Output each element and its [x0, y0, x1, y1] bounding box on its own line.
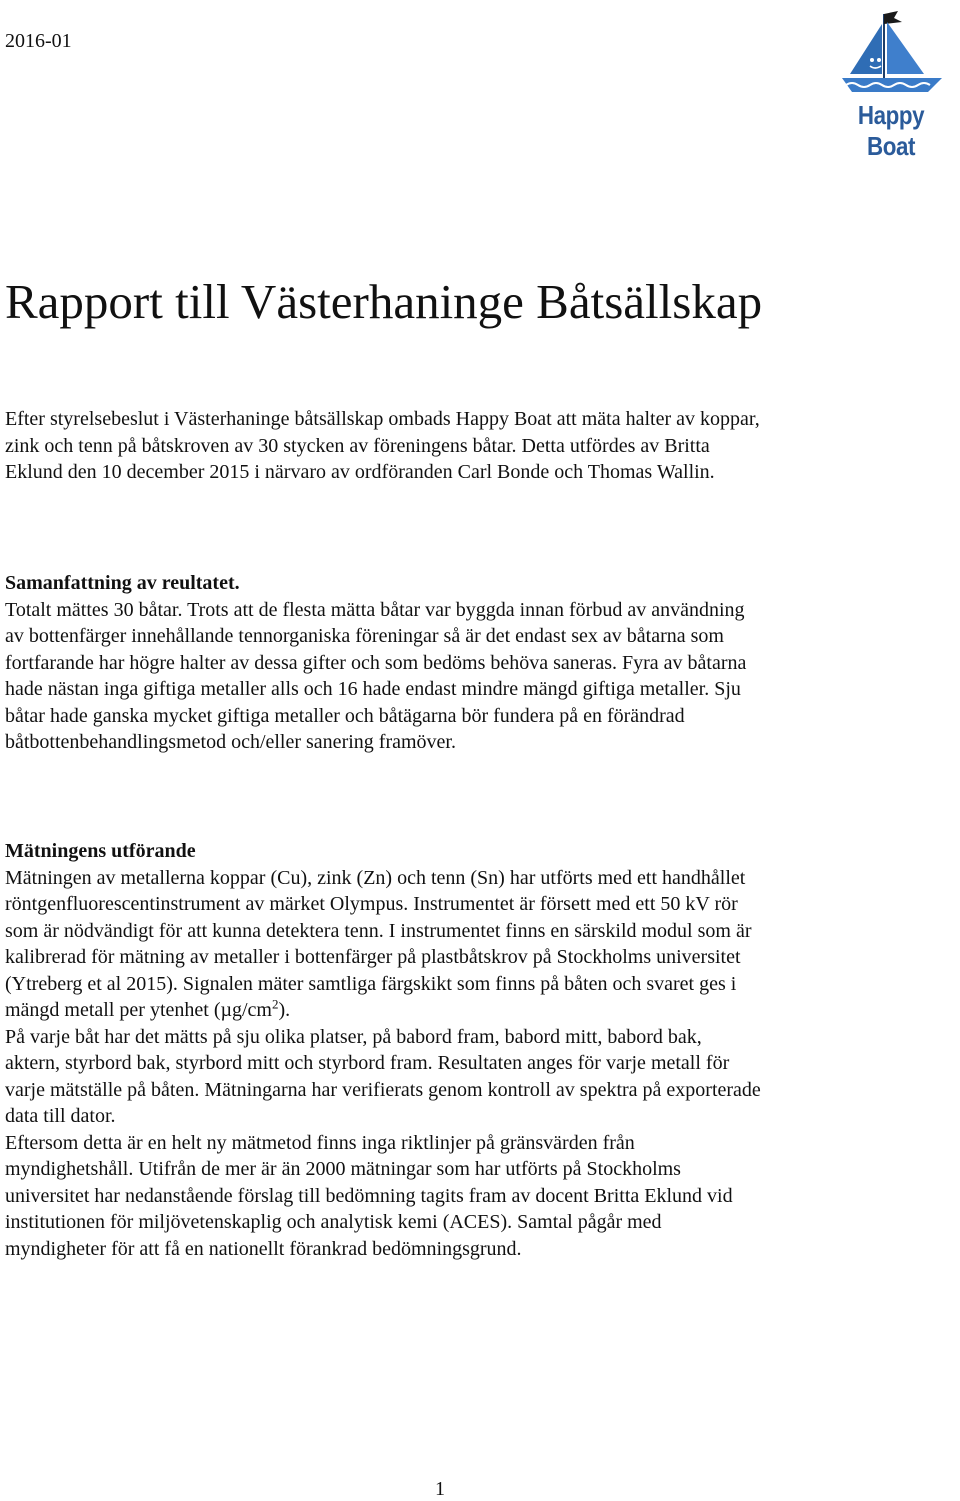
measurement-line: institutionen för miljövetenskaplig och analytisk kemi (ACES). Samtal pågår med — [5, 1211, 662, 1233]
measurement-line: kalibrerad för mätning av metaller i bottenfärger på plastbåtskrov på Stockholms universitet — [5, 946, 741, 968]
measurement-line: Mätningen av metallerna koppar (Cu), zink (Zn) och tenn (Sn) har utförts med ett handhållet — [5, 866, 746, 889]
measurement-heading: Mätningens utförande — [5, 840, 196, 862]
summary-line: båtar hade ganska mycket giftiga metaller och båtägarna bör fundera på en förändrad — [5, 704, 685, 727]
document-date: 2016-01 — [5, 30, 72, 52]
summary-section — [5, 570, 925, 756]
measurement-section — [5, 838, 925, 1262]
unit-line — [5, 997, 925, 1024]
measurement-line: som är nödvändigt för att kunna detektera tenn. I instrumentet finns en särskild modul som är — [5, 919, 752, 942]
summary-line: av bottenfärger innehållande tennorganiska föreningar så är det endast sex av båtarna som — [5, 625, 724, 647]
intro-line: zink och tenn på båtskroven av 30 stycken av föreningens båtar. Detta utfördes av Britta — [5, 434, 710, 457]
logo-text: Happy Boat — [857, 100, 925, 161]
unit-line-prefix: mängd metall per ytenhet (µg/cm — [5, 999, 272, 1021]
measurement-line: data till dator. — [5, 1105, 116, 1127]
measurement-line: myndighetshåll. Utifrån de mer är än 2000 mätningar som har utförts på Stockholms — [5, 1158, 681, 1180]
measurement-line: röntgenfluorescentinstrument av märket Olympus. Instrumentet är försett med ett 50 kV rör — [5, 893, 738, 915]
measurement-line: varje mätställe på båten. Mätningarna har verifierats genom kontroll av spektra på exporterade — [5, 1078, 761, 1101]
summary-line: Totalt mättes 30 båtar. Trots att de flesta mätta båtar var byggda innan förbud av användning — [5, 598, 745, 621]
measurement-line: myndigheter för att få en nationellt förankrad bedömningsgrund. — [5, 1237, 522, 1260]
happy-boat-logo — [832, 8, 950, 161]
summary-line: hade nästan inga giftiga metaller alls och 16 hade endast mindre mängd giftiga metaller. Sju — [5, 678, 741, 700]
intro-paragraph — [5, 406, 925, 486]
page-title: Rapport till Västerhaninge Båtsällskap — [5, 274, 763, 329]
summary-line: fortfarande har högre halter av dessa gifter och som bedöms behöva saneras. Fyra av båtarna — [5, 651, 747, 674]
summary-line: båtbottenbehandlingsmetod och/eller sanering framöver. — [5, 731, 456, 753]
intro-line: Eklund den 10 december 2015 i närvaro av ordföranden Carl Bonde och Thomas Wallin. — [5, 461, 715, 483]
sailboat-icon — [832, 8, 950, 100]
measurement-line: Eftersom detta är en helt ny mätmetod finns inga riktlinjer på gränsvärden från — [5, 1131, 635, 1154]
page-number: 1 — [435, 1478, 445, 1500]
intro-line: Efter styrelsebeslut i Västerhaninge båtsällskap ombads Happy Boat att mäta halter av koppar, — [5, 408, 760, 430]
measurement-line: aktern, styrbord bak, styrbord mitt och styrbord fram. Resultaten anges för varje metall för — [5, 1052, 730, 1074]
measurement-line: (Ytreberg et al 2015). Signalen mäter samtliga färgskikt som finns på båten och svaret ges i — [5, 972, 737, 995]
unit-superscript: 2 — [272, 996, 279, 1012]
measurement-line: universitet har nedanstående förslag till bedömning tagits fram av docent Britta Eklund vid — [5, 1184, 733, 1207]
summary-heading: Samanfattning av reultatet. — [5, 572, 240, 594]
measurement-line: På varje båt har det mätts på sju olika platser, på babord fram, babord mitt, babord bak, — [5, 1025, 702, 1048]
unit-line-suffix: ). — [278, 999, 291, 1021]
